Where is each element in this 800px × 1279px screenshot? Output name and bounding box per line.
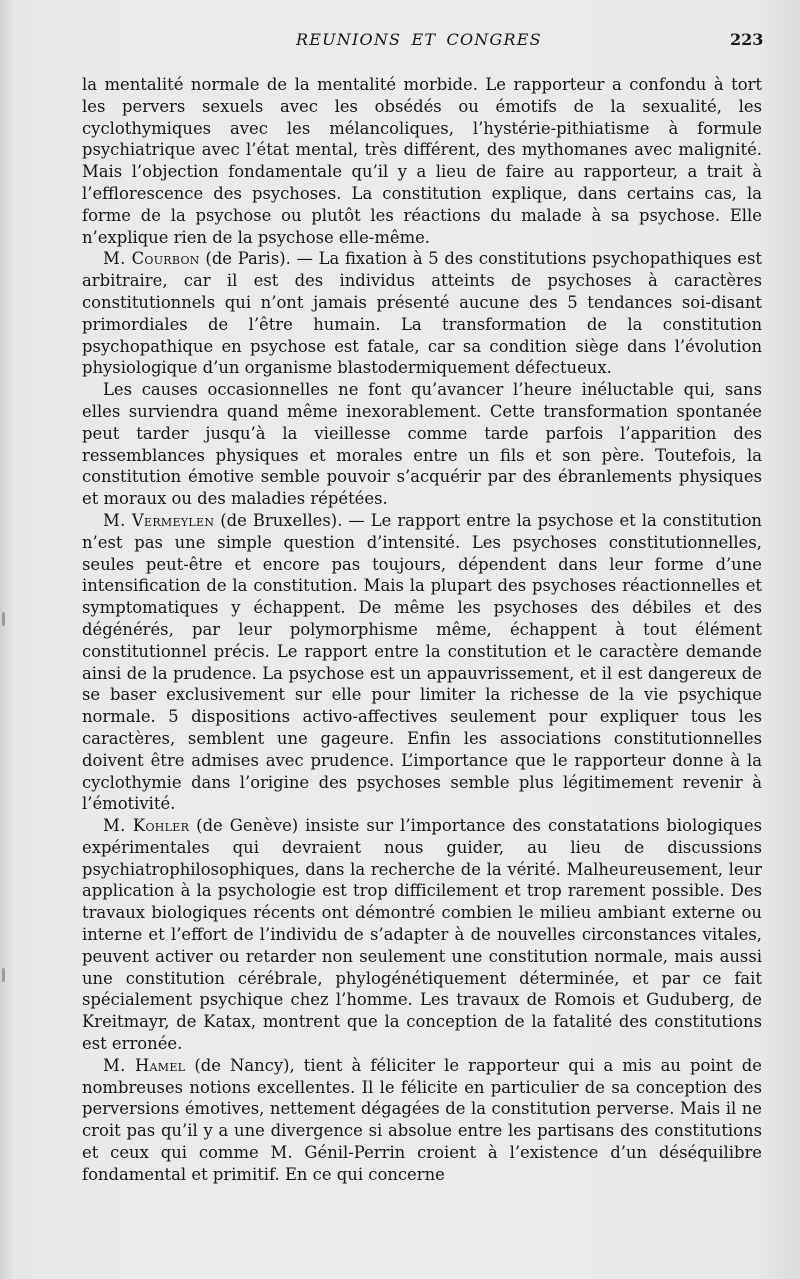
speaker-name: M. Hamel <box>103 1055 186 1075</box>
running-title: REUNIONS ET CONGRES <box>296 30 542 49</box>
page-number: 223 <box>730 30 764 49</box>
paragraph-text: Les causes occasionnelles ne font qu’avancer l’heure inéluctable qui, sans elles surviendra quand même inexorablement. Cette transformation spontanée peut tarder jusqu’à la vieillesse comme tarde parfois l’apparition des ressemblances physiques et morales entre un fils et son père. Toutefois, la constitution émotive semble pouvoir s’acquérir par des ébranlements physiques et moraux ou des maladies répétées. <box>82 380 762 509</box>
paragraph-text: (de Paris). — La fixation à 5 des constitutions psychopathiques est arbitraire, car il est des individus atteints de psychoses à caractères constitutionnels qui n’ont jamais présenté aucune des 5 tendances soi-disant primordiales de l’être humain. La transformation de la constitution psychopathique en psychose est fatale, car sa condition siège dans l’évolution physiologique d’un organisme blastodermiquement défectueux. <box>82 249 762 378</box>
paragraph-hamel <box>82 1055 762 1186</box>
binding-mark <box>2 968 5 982</box>
paragraph-kohler <box>82 815 762 1055</box>
binding-mark <box>2 612 5 626</box>
paragraph-text: la mentalité normale de la mentalité morbide. Le rapporteur a confondu à tort les pervers sexuels avec les obsédés ou émotifs de la sexualité, les cyclothymiques avec les mélancoliques, l’hystérie-pithiatisme à formule psychiatrique avec l’état mental, très différent, des mythomanes avec malignité. Mais l’objection fondamentale qu’il y a lieu de faire au rapporteur, a trait à l’efflorescence des psychoses. La constitution explique, dans certains cas, la forme de la psychose ou plutôt les réactions du malade à sa psychose. Elle n’explique rien de la psychose elle-même. <box>82 75 762 247</box>
speaker-name: M. Vermeylen <box>103 510 215 530</box>
speaker-name: M. Courbon <box>103 249 200 269</box>
speaker-name: M. Kohler <box>103 816 190 836</box>
paragraph-courbon-continued <box>82 379 762 510</box>
paragraph-vermeylen <box>82 510 762 815</box>
paragraph-text: (de Bruxelles). — Le rapport entre la psychose et la constitution n’est pas une simple question d’intensité. Les psychoses constitutionnelles, seules peut-être et encore pas toujours, dépendent dans leur forme d’une intensification de la constitution. Mais la plupart des psychoses réactionnelles et symptomatiques y échappent. De même les psychoses des débiles et des dégénérés, par leur polymorphisme même, échappent à tout élément constitutionnel précis. Le rapport entre la constitution et le caractère demande ainsi de la prudence. La psychose est un appauvrissement, et il est dangereux de se baser exclusivement sur elle pour limiter la richesse de la vie psychique normale. 5 dispositions activo-affectives seulement pour expliquer tous les caractères, semblent une gageure. Enfin les associations constitutionnelles doivent être admises avec prudence. L’importance que le rapporteur donne à la cyclothymie dans l’origine des psychoses semble plus légitimement revenir à l’émotivité. <box>82 510 762 814</box>
paragraph-text: (de Genève) insiste sur l’importance des constatations biologiques expérimentales qui devraient nous guider, au lieu de discussions psychiatrophilosophiques, dans la recherche de la vérité. Malheureusement, leur application à la psychologie est trop difficilement et trop rarement possible. Des travaux biologiques récents ont démontré combien le milieu ambiant externe ou interne et l’effort de l’individu de s’adapter à de nouvelles circonstances vitales, peuvent activer ou retarder non seulement une constitution normale, mais aussi une constitution cérébrale, phylogénétiquement déterminée, et par ce fait spécialement psychique chez l’homme. Les travaux de Romois et Guduberg, de Kreitmayr, de Katax, montrent que la conception de la fatalité des constitutions est erronée. <box>82 816 762 1054</box>
body-text <box>82 74 762 1186</box>
paragraph-text: (de Nancy), tient à féliciter le rapporteur qui a mis au point de nombreuses notions excellentes. Il le félicite en particulier de sa conception des perversions émotives, nettement dégagées de la constitution perverse. Mais il ne croit pas qu’il y a une divergence si absolue entre les partisans des constitutions et ceux qui comme M. Génil-Perrin croient à l’existence d’un déséquilibre fondamental et primitif. En ce qui concerne <box>82 1055 762 1184</box>
running-header <box>0 30 800 52</box>
paragraph-opening <box>82 74 762 248</box>
paragraph-courbon <box>82 248 762 379</box>
